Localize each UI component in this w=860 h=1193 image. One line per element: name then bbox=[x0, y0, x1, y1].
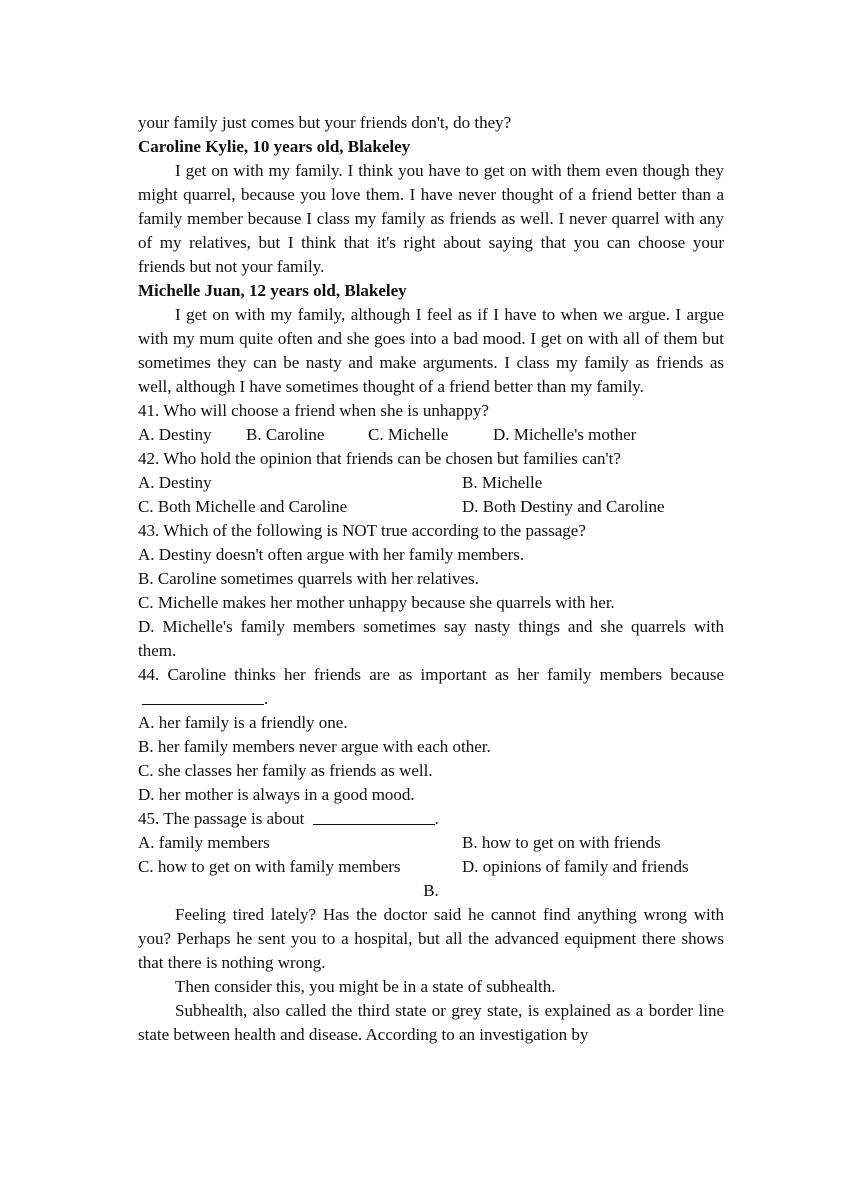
option-c: C. she classes her family as friends as well. bbox=[138, 761, 433, 780]
option-a: A. Destiny bbox=[138, 473, 212, 492]
question-42-options-row-1 bbox=[138, 471, 724, 495]
document-page bbox=[138, 111, 724, 1047]
section-b-paragraph-3: Subhealth, also called the third state or grey state, is explained as a border line state between health and disease. According to an investigation by bbox=[138, 1001, 724, 1044]
section-b-paragraph-2: Then consider this, you might be in a state of subhealth. bbox=[175, 977, 556, 996]
option-b: B. her family members never argue with each other. bbox=[138, 737, 491, 756]
continuation-line: your family just comes but your friends don't, do they? bbox=[138, 113, 512, 132]
answer-blank bbox=[142, 687, 264, 705]
question-45-stem: 45. The passage is about . bbox=[138, 809, 439, 828]
question-41-stem: 41. Who will choose a friend when she is unhappy? bbox=[138, 401, 489, 420]
question-42-options-row-2 bbox=[138, 495, 724, 519]
option-d: D. Michelle's mother bbox=[493, 425, 637, 444]
option-d: D. Both Destiny and Caroline bbox=[462, 497, 665, 516]
option-b: B. Caroline sometimes quarrels with her relatives. bbox=[138, 569, 479, 588]
michelle-paragraph: I get on with my family, although I feel as if I have to when we argue. I argue with my mum quite often and she goes into a bad mood. I get on with all of them but sometimes they can be nasty and make arguments. I class my family as friends as well, although I have sometimes thought of a friend better than my family. bbox=[138, 305, 724, 396]
option-d: D. Michelle's family members sometimes say nasty things and she quarrels with them. bbox=[138, 617, 724, 660]
option-b: B. how to get on with friends bbox=[462, 833, 661, 852]
option-c: C. Michelle bbox=[368, 425, 449, 444]
option-a: A. her family is a friendly one. bbox=[138, 713, 348, 732]
question-45-options-row-2 bbox=[138, 855, 724, 879]
question-45-options-row-1 bbox=[138, 831, 724, 855]
option-b: B. Caroline bbox=[246, 425, 325, 444]
caroline-heading: Caroline Kylie, 10 years old, Blakeley bbox=[138, 137, 411, 156]
option-c: C. Both Michelle and Caroline bbox=[138, 497, 348, 516]
option-d: D. her mother is always in a good mood. bbox=[138, 785, 415, 804]
section-b-paragraph-1: Feeling tired lately? Has the doctor said he cannot find anything wrong with you? Perhaps he sent you to a hospital, but all the advanced equipment there shows that there is nothing wrong. bbox=[138, 905, 724, 972]
option-a: A. family members bbox=[138, 833, 270, 852]
question-44-stem-text: 44. Caroline thinks her friends are as important as her family members because bbox=[138, 665, 724, 684]
option-c: C. Michelle makes her mother unhappy because she quarrels with her. bbox=[138, 593, 615, 612]
michelle-heading: Michelle Juan, 12 years old, Blakeley bbox=[138, 281, 407, 300]
question-41-options bbox=[138, 423, 724, 447]
option-b: B. Michelle bbox=[462, 473, 543, 492]
question-45-stem-text: 45. The passage is about bbox=[138, 809, 305, 828]
question-44-stem: 44. Caroline thinks her friends are as important as her family members because . bbox=[138, 665, 724, 708]
option-a: A. Destiny bbox=[138, 425, 212, 444]
section-b-label: B. bbox=[423, 881, 439, 900]
caroline-paragraph: I get on with my family. I think you have to get on with them even though they might quarrel, because you love them. I have never thought of a friend better than a family member because I class my family as friends as well. I never quarrel with any of my relatives, but I think that it's right about saying that you can choose your friends but not your family. bbox=[138, 161, 724, 276]
answer-blank bbox=[313, 807, 435, 825]
question-43-stem: 43. Which of the following is NOT true according to the passage? bbox=[138, 521, 586, 540]
option-c: C. how to get on with family members bbox=[138, 857, 401, 876]
option-d: D. opinions of family and friends bbox=[462, 857, 689, 876]
question-42-stem: 42. Who hold the opinion that friends can be chosen but families can't? bbox=[138, 449, 621, 468]
option-a: A. Destiny doesn't often argue with her family members. bbox=[138, 545, 525, 564]
